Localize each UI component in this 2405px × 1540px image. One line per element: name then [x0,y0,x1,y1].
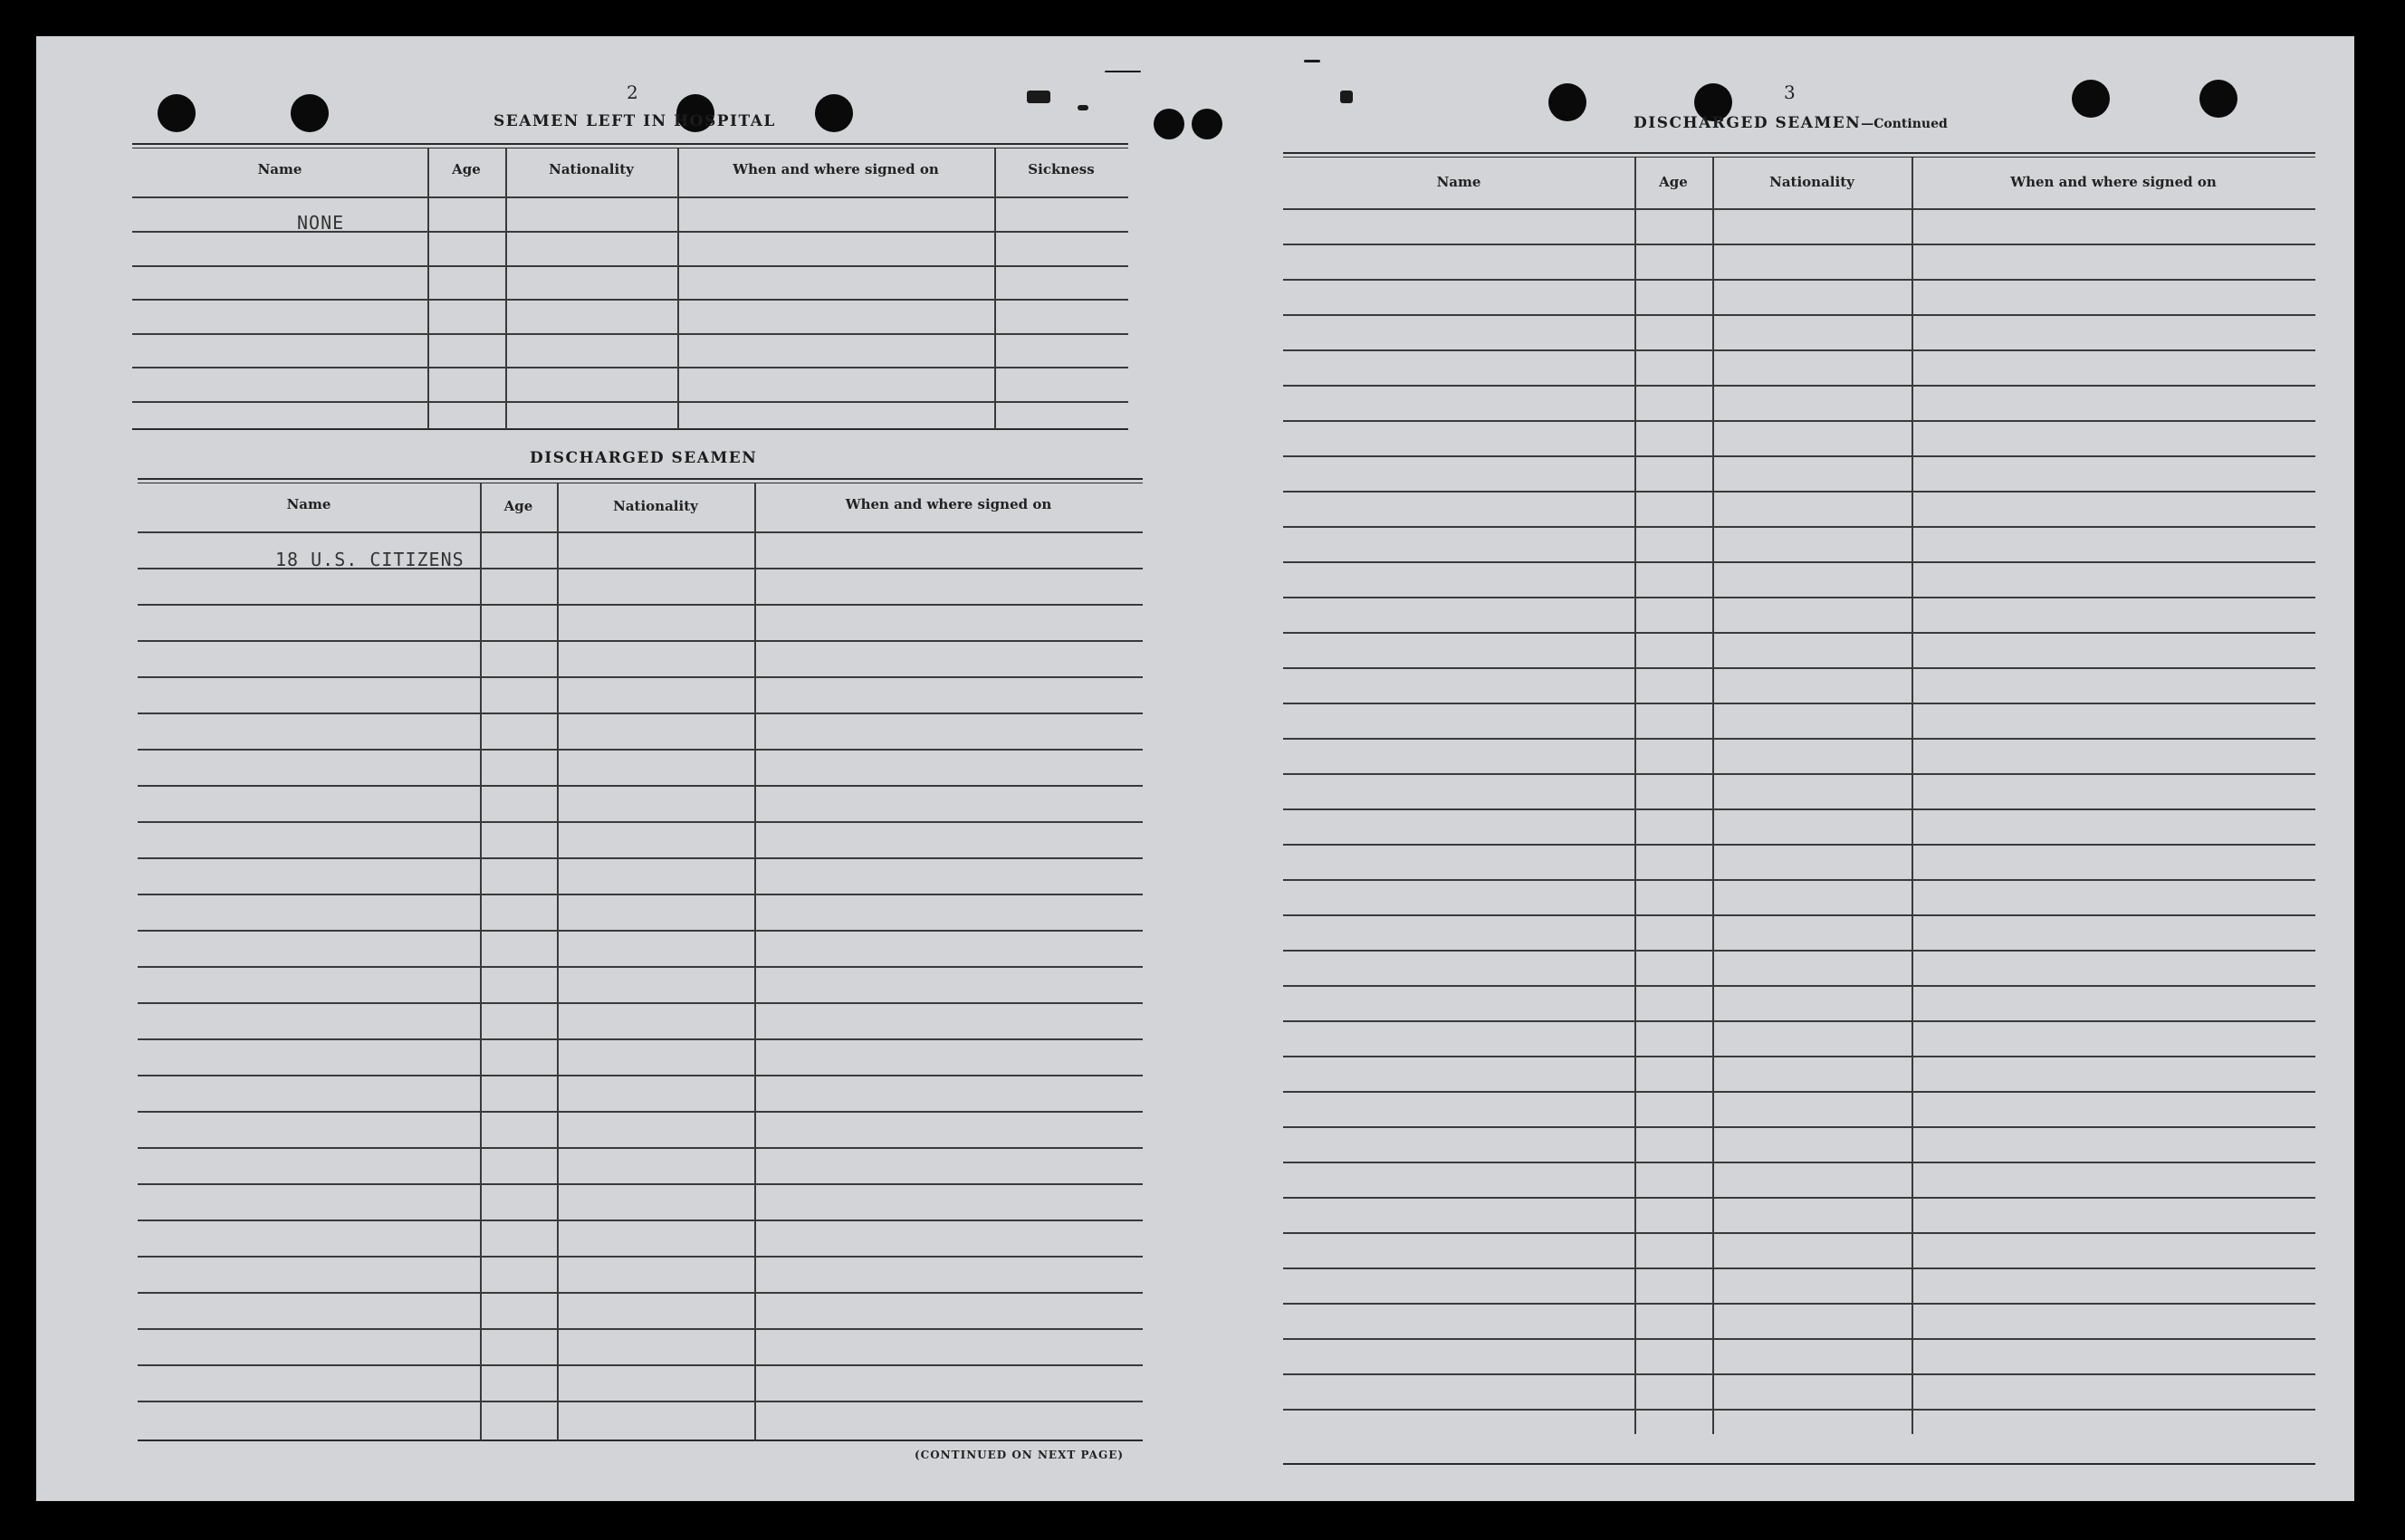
col-header-age: Age [503,498,533,514]
section-title-discharged: DISCHARGED SEAMEN [530,449,758,467]
paper-damage [1340,91,1353,103]
punch-hole [1154,109,1184,139]
paper-damage [1027,91,1050,103]
col-header-nationality: Nationality [549,161,634,177]
page-number-left: 2 [627,81,638,103]
punch-hole [2199,80,2237,118]
hospital-table [132,143,1128,469]
paper-damage [1304,60,1320,62]
col-header-name: Name [286,496,331,512]
discharged-table-right [1283,152,2315,1483]
paper-damage [1105,71,1141,72]
section-title-text: DISCHARGED SEAMEN [1634,114,1862,132]
punch-hole [1192,109,1222,139]
discharged-entry: 18 U.S. CITIZENS [275,549,465,570]
hospital-entry: NONE [297,212,345,234]
col-header-name: Name [257,161,302,177]
section-title-discharged-continued [1634,114,1948,132]
punch-hole [2072,80,2110,118]
col-header-age: Age [452,161,481,177]
col-header-age: Age [1659,174,1688,190]
col-header-signed-on: When and where signed on [733,161,939,177]
punch-hole [1548,83,1586,121]
punch-hole [291,94,329,132]
col-header-sickness: Sickness [1028,161,1095,177]
section-title-suffix: —Continued [1861,117,1948,131]
discharged-table-left [138,478,1143,1474]
paper-damage [1078,105,1088,110]
col-header-nationality: Nationality [1769,174,1854,190]
punch-hole [158,94,196,132]
col-header-nationality: Nationality [613,498,698,514]
ledger-paper [36,36,2354,1501]
col-header-signed-on: When and where signed on [845,496,1052,512]
col-header-signed-on: When and where signed on [2010,174,2217,190]
section-title-hospital: SEAMEN LEFT IN HOSPITAL [493,112,776,130]
continued-footer: (CONTINUED ON NEXT PAGE) [915,1449,1125,1461]
page-number-right: 3 [1784,81,1796,103]
punch-hole [815,94,853,132]
col-header-name: Name [1436,174,1481,190]
